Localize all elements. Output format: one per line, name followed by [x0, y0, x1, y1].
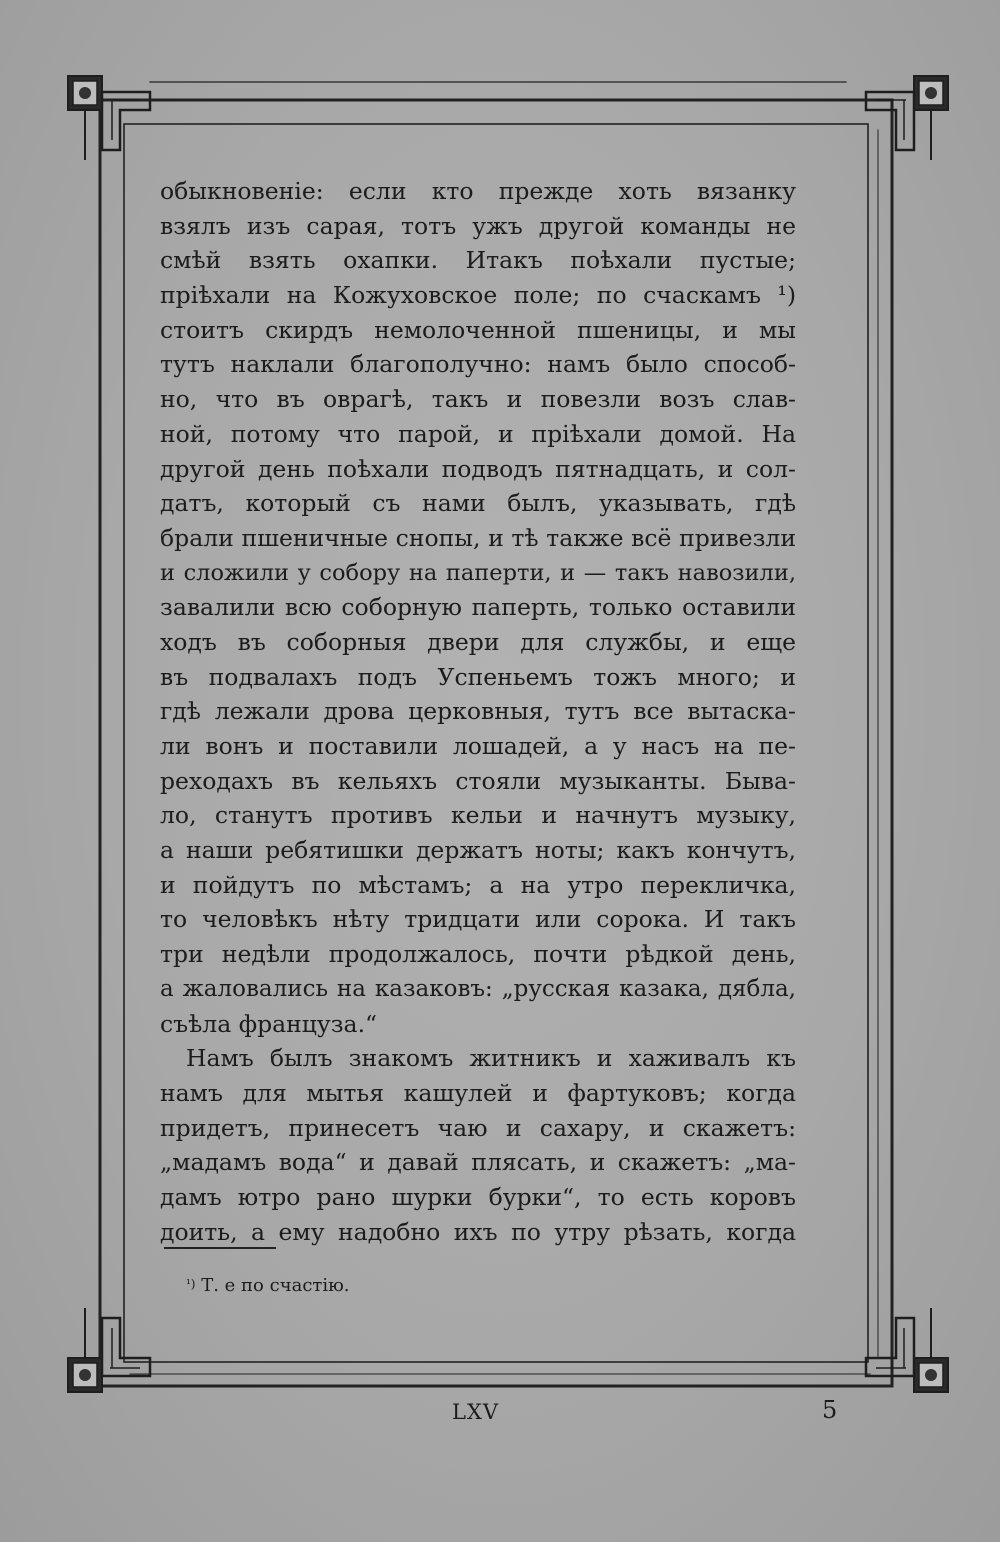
- text-line: намъ для мытья кашулей и фартуковъ; когда: [160, 1078, 796, 1107]
- text-line: дамъ ютро рано шурки бурки“, то есть коровъ: [160, 1182, 796, 1211]
- text-line: взялъ изъ сарая, тотъ ужъ другой команды не: [160, 211, 796, 240]
- signature-mark: LXV: [452, 1400, 500, 1424]
- text-line: реходахъ въ кельяхъ стояли музыканты. Быва-: [160, 766, 796, 795]
- corner-ornament: [68, 76, 150, 160]
- text-line: завалили всю соборную паперть, только оставили: [160, 593, 796, 622]
- footnote-rule: [164, 1247, 276, 1249]
- text-line: и пойдутъ по мѣстамъ; а на утро перекличка,: [160, 870, 796, 899]
- text-line: пріѣхали на Кожуховское поле; по счаскамъ ¹): [160, 281, 796, 310]
- text-line: въ подвалахъ подъ Успеньемъ тожъ много; и: [160, 662, 796, 691]
- text-line: то человѣкъ нѣту тридцати или сорока. И такъ: [160, 905, 796, 934]
- text-line: а жаловались на казаковъ: „русская казака, дябла,: [160, 975, 796, 1002]
- text-line: „мадамъ вода“ и давай плясать, и скажетъ: „ма-: [160, 1148, 796, 1177]
- text-line: другой день поѣхали подводъ пятнадцать, и сол-: [160, 454, 796, 483]
- text-line: съѣла француза.“: [160, 1009, 378, 1038]
- text-line: но, что въ оврагѣ, такъ и повезли возъ слав-: [160, 385, 796, 414]
- footnote-marker: ¹): [186, 1277, 196, 1291]
- text-line: датъ, который съ нами былъ, указывать, гдѣ: [160, 489, 796, 518]
- text-line: обыкновеніе: если кто прежде хоть вязанку: [160, 177, 796, 205]
- text-line: доить, а ему надобно ихъ по утру рѣзать, когда: [160, 1217, 796, 1246]
- footnote-text: Т. е по счастію.: [201, 1275, 350, 1296]
- text-line: ной, потому что парой, и пріѣхали домой. На: [160, 419, 796, 448]
- text-line: гдѣ лежали дрова церковныя, тутъ все вытаска-: [160, 697, 796, 726]
- text-line: Намъ былъ знакомъ житникъ и хаживалъ къ: [186, 1044, 796, 1073]
- page-number: 5: [822, 1396, 838, 1424]
- text-line: и сложили у собору на паперти, и — такъ навозили,: [160, 559, 796, 586]
- text-line: тутъ наклали благополучно: намъ было способ-: [160, 350, 796, 379]
- text-line: стоитъ скирдъ немолоченной пшеницы, и мы: [160, 315, 796, 344]
- text-line: смѣй взять охапки. Итакъ поѣхали пустые;: [160, 246, 796, 275]
- footnote: [186, 1274, 350, 1298]
- text-line: а наши ребятишки держатъ ноты; какъ кончутъ,: [160, 836, 796, 865]
- text-line: придетъ, принесетъ чаю и сахару, и скажетъ:: [160, 1113, 796, 1142]
- text-line: ходъ въ соборныя двери для службы, и еще: [160, 627, 796, 656]
- text-line: ло, станутъ противъ кельи и начнутъ музыку,: [160, 801, 796, 830]
- text-line: ли вонъ и поставили лошадей, а у насъ на пе-: [160, 732, 796, 760]
- body-text: [160, 174, 796, 1249]
- text-line: три недѣли продолжалось, почти рѣдкой день,: [160, 940, 796, 969]
- text-line: брали пшеничные снопы, и тѣ также всё привезли: [160, 523, 796, 552]
